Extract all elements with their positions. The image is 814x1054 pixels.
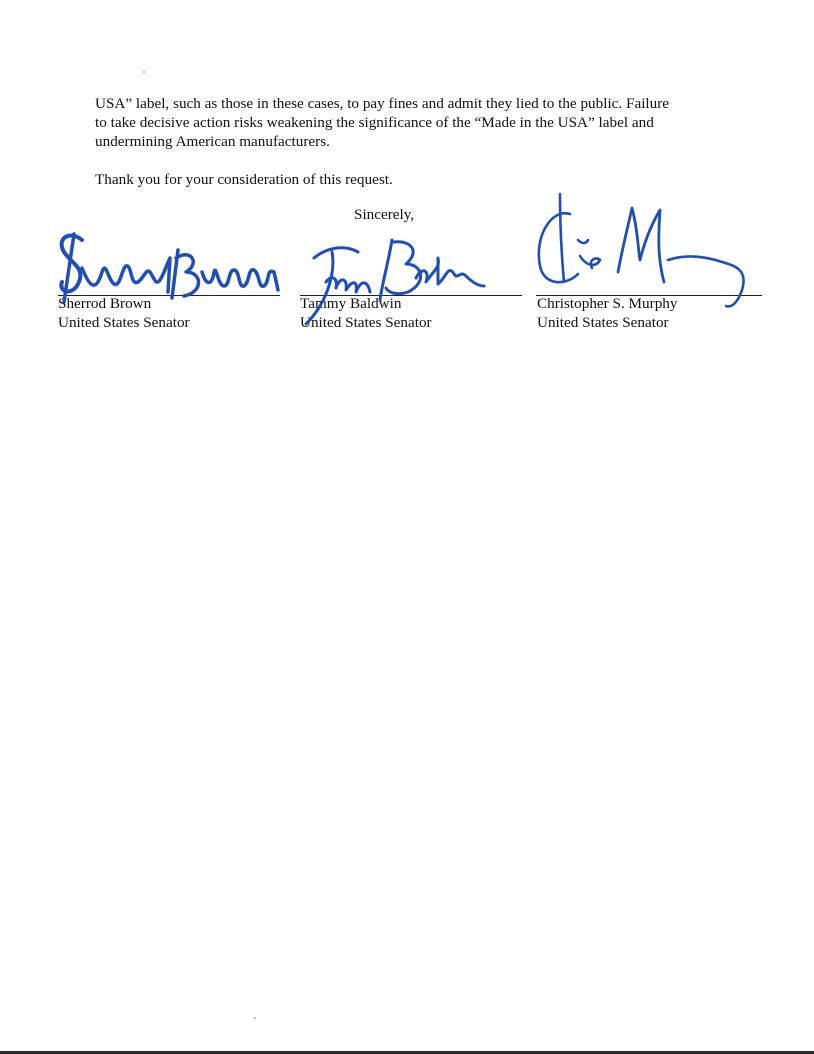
signature-brown [52, 228, 292, 304]
body-line: undermining American manufacturers. [95, 133, 330, 150]
signatory-brown [58, 295, 190, 332]
closing-salutation: Sincerely, [354, 206, 415, 223]
letter-body-paragraph [95, 94, 735, 151]
body-line: to take decisive action risks weakening the significance of the “Made in the USA” label and [95, 114, 654, 131]
thanks-paragraph [95, 170, 735, 189]
signatory-name: Tammy Baldwin [300, 295, 402, 312]
signatory-title: United States Senator [537, 313, 669, 331]
scan-speck [254, 1017, 256, 1019]
signatory-name: Sherrod Brown [58, 295, 152, 312]
scan-speck [143, 71, 145, 73]
signatory-baldwin [300, 295, 432, 332]
signatory-title: United States Senator [58, 313, 190, 331]
signatory-title: United States Senator [300, 313, 432, 331]
signatory-murphy [537, 295, 677, 332]
signatory-name: Christopher S. Murphy [537, 295, 678, 312]
thanks-line: Thank you for your consideration of this request. [95, 171, 393, 188]
body-line: USA” label, such as those in these cases, to pay fines and admit they lied to the public. Failure [95, 95, 670, 112]
